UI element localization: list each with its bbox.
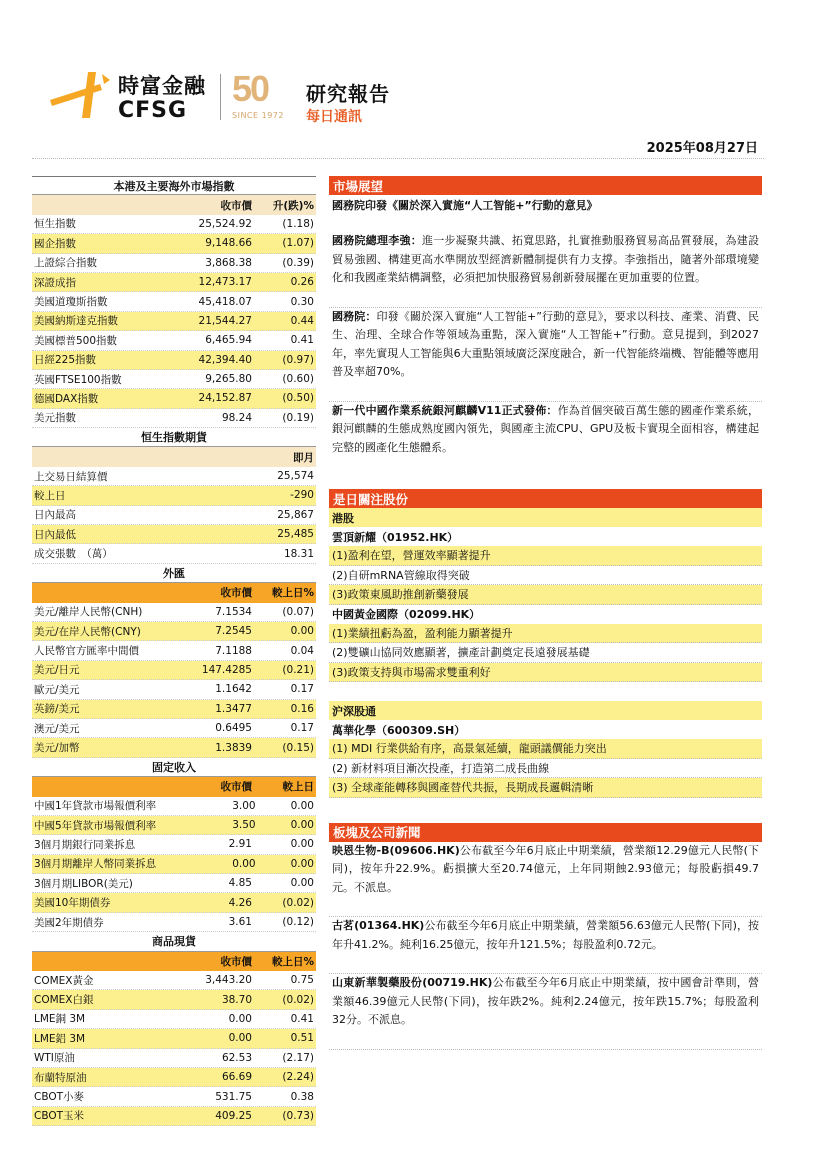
index-price: 25,524.92 (198, 217, 252, 230)
commodity-row (32, 971, 316, 990)
fx-row (32, 719, 316, 738)
index-price: 42,394.40 (198, 353, 252, 366)
index-price: 24,152.87 (198, 392, 252, 405)
brand-name-cn: 時富金融 (118, 74, 206, 98)
commodity-price: 531.75 (215, 1090, 252, 1103)
commentary-column (329, 176, 762, 1050)
stock-point: (2)自研mRNA管線取得突破 (329, 566, 762, 586)
fx-price: 7.1534 (215, 605, 252, 618)
commodities-title: 商品現貨 (32, 932, 316, 951)
news-item-lead: 映恩生物-B(09606.HK) (332, 843, 460, 857)
outlook-section-title: 市場展望 (329, 176, 762, 195)
commodity-name: CBOT小麥 (34, 1091, 85, 1104)
fx-price: 7.1188 (215, 644, 252, 657)
fx-name: 人民幣官方匯率中間價 (34, 645, 139, 658)
index-row (32, 292, 316, 311)
anniversary-since: SINCE 1972 (232, 111, 284, 120)
index-name: 日經225指數 (34, 354, 97, 367)
news-item: 山東新華製藥股份(00719.HK)公布截至今年6月底止中期業績，按中國會計準則，營業額46.39億元人民幣(下同)，按年跌2%。純利2.24億元，按年跌15.7%；每股盈利32分。不派息。 (332, 976, 760, 1026)
commodity-row (32, 990, 316, 1009)
index-price: 98.24 (221, 411, 252, 424)
fx-name: 美元/在岸人民幣(CNY) (34, 625, 141, 638)
fixed-income-change: 0.00 (290, 857, 314, 870)
indices-header: 收市價 升(跌)% (32, 195, 316, 214)
futures-value: 25,574 (277, 470, 314, 483)
fx-price: 1.3839 (215, 741, 252, 754)
fx-name: 澳元/美元 (34, 722, 80, 735)
fixed-income-change: 0.00 (290, 838, 314, 851)
fx-row (32, 700, 316, 719)
stock-point: (1)業績扭虧為盈，盈利能力顯著提升 (329, 624, 762, 644)
index-row (32, 351, 316, 370)
index-row (32, 254, 316, 273)
index-row (32, 312, 316, 331)
index-row (32, 370, 316, 389)
indices-title: 本港及主要海外市場指數 (32, 176, 316, 195)
fixed-income-price: 0.00 (232, 857, 256, 870)
futures-row (32, 525, 316, 544)
commodity-row (32, 1068, 316, 1087)
fixed-income-row (32, 913, 316, 932)
commodity-price: 3,443.20 (205, 974, 252, 987)
fixed-income-row (32, 835, 316, 854)
commodity-row (32, 1049, 316, 1068)
fx-change: 0.04 (290, 644, 314, 657)
commodity-name: 布蘭特原油 (34, 1071, 87, 1084)
index-change: (1.07) (282, 237, 314, 250)
commodity-row (32, 1010, 316, 1029)
fixed-income-title: 固定收入 (32, 758, 316, 777)
fixed-income-name: 3個月期離岸人幣同業拆息 (34, 858, 157, 871)
stock-point: (2) 新材料項目漸次投產，打造第二成長曲線 (329, 759, 762, 779)
outlook-headline: 國務院印發《關於深入實施“人工智能+”行動的意見》 (332, 198, 598, 212)
outlook-paragraph-lead: 新一代中國作業系統銀河麒麟V11正式發佈： (332, 403, 558, 417)
outlook-paragraph-lead: 國務院總理李強： (332, 234, 422, 247)
index-price: 9,148.66 (205, 237, 252, 250)
commodity-name: WTI原油 (34, 1052, 75, 1065)
futures-row (32, 544, 316, 563)
commodity-price: 0.00 (228, 1032, 252, 1045)
index-name: 美國標普500指數 (34, 334, 118, 347)
news-section-title: 板塊及公司新聞 (329, 823, 762, 842)
index-name: 深證成指 (34, 276, 76, 289)
commodity-name: LME鋁 3M (34, 1032, 86, 1045)
report-date: 2025年08月27日 (646, 141, 758, 156)
news-item-lead: 古茗(01364.HK) (332, 919, 425, 932)
fx-change: 0.00 (290, 625, 314, 638)
fixed-income-change: 0.00 (290, 799, 314, 812)
outlook-paragraph: 國務院總理李強：進一步凝聚共識、拓寬思路，扎實推動服務貿易高品質發展，為建設貿易強國、構建更高水準開放型經濟新體制提供有力支撐。李強指出，隨著外部環境變化和我國產業結構調整，必須把加快服務貿易創新發展擺在更加重要的位置。 (332, 234, 760, 284)
fixed-income-row (32, 874, 316, 893)
index-name: 美元指數 (34, 412, 76, 425)
futures-value: 18.31 (283, 547, 314, 560)
fx-price: 147.4285 (201, 663, 252, 676)
fx-name: 美元/加幣 (34, 742, 80, 755)
index-change: 0.41 (290, 334, 314, 347)
fx-name: 美元/日元 (34, 664, 80, 677)
index-change: (0.97) (282, 353, 314, 366)
commodity-row (32, 1087, 316, 1106)
stocks-section-title: 是日關注股份 (329, 489, 762, 508)
futures-name: 上交易日結算價 (34, 470, 108, 483)
fx-change: (0.07) (282, 605, 314, 618)
index-row (32, 234, 316, 253)
commodities-header: 收市價 較上日% (32, 952, 316, 971)
fx-price: 1.3477 (215, 702, 252, 715)
index-change: (0.60) (282, 373, 314, 386)
index-change: (0.50) (282, 392, 314, 405)
fx-row (32, 641, 316, 660)
a-stocks-label: 沪深股通 (329, 701, 762, 720)
commodity-change: 0.51 (290, 1032, 314, 1045)
commodity-price: 38.70 (221, 993, 252, 1006)
fixed-income-change: (0.12) (282, 916, 314, 929)
fixed-income-row (32, 797, 316, 816)
futures-name: 成交張數 （萬） (34, 548, 113, 561)
stock-point: (3)政策東風助推創新藥發展 (329, 585, 762, 605)
index-name: 德國DAX指數 (34, 392, 99, 405)
futures-row (32, 486, 316, 505)
futures-value: 25,485 (277, 528, 314, 541)
index-price: 12,473.17 (198, 276, 252, 289)
futures-name: 日內最高 (34, 509, 76, 522)
index-change: (1.18) (282, 217, 314, 230)
index-change: 0.30 (290, 295, 314, 308)
report-subtitle: 每日通訊 (306, 109, 362, 125)
stock-point: (1)盈利在望，營運效率顯著提升 (329, 546, 762, 566)
index-row (32, 215, 316, 234)
index-name: 恒生指數 (34, 218, 76, 231)
fixed-income-price: 3.00 (232, 799, 256, 812)
commodity-name: CBOT玉米 (34, 1110, 85, 1123)
anniversary-number: 50 (232, 68, 269, 109)
fixed-income-name: 美國10年期債券 (34, 897, 111, 910)
commodity-price: 66.69 (221, 1071, 252, 1084)
index-change: 0.26 (290, 276, 314, 289)
fx-change: (0.21) (282, 663, 314, 676)
index-row (32, 409, 316, 428)
commodity-change: 0.41 (290, 1012, 314, 1025)
fx-title: 外匯 (32, 564, 316, 583)
index-change: (0.19) (282, 411, 314, 424)
hk-stocks-label: 港股 (329, 508, 762, 527)
fx-name: 歐元/美元 (34, 683, 80, 696)
fx-change: (0.15) (282, 741, 314, 754)
fixed-income-row (32, 816, 316, 835)
fx-price: 1.1642 (215, 683, 252, 696)
commodity-change: (0.73) (282, 1109, 314, 1122)
futures-name: 較上日 (34, 489, 66, 502)
commodity-change: 0.75 (290, 974, 314, 987)
fixed-income-price: 2.91 (228, 838, 252, 851)
news-item: 古茗(01364.HK)公布截至今年6月底止中期業績，營業額56.63億元人民幣(下同)，按年升41.2%。純利16.25億元，按年升121.5%；每股盈利0.72元。 (332, 919, 759, 951)
commodity-change: (2.24) (282, 1071, 314, 1084)
commodity-name: COMEX白銀 (34, 994, 94, 1007)
index-name: 美國道瓊斯指數 (34, 296, 108, 309)
commodity-row (32, 1029, 316, 1048)
commodity-price: 62.53 (221, 1051, 252, 1064)
report-title: 研究報告 (306, 82, 390, 106)
fixed-income-header: 收市價 較上日 (32, 777, 316, 796)
commodity-price: 0.00 (228, 1012, 252, 1025)
index-row (32, 331, 316, 350)
index-row (32, 389, 316, 408)
stock-name: 雲頂新耀（01952.HK） (332, 530, 459, 544)
index-row (32, 273, 316, 292)
futures-row (32, 506, 316, 525)
index-price: 9,265.80 (205, 373, 252, 386)
header-divider (220, 74, 221, 120)
fixed-income-price: 4.26 (228, 896, 252, 909)
fx-row (32, 603, 316, 622)
fx-price: 7.2545 (215, 625, 252, 638)
fx-name: 美元/離岸人民幣(CNH) (34, 606, 143, 619)
futures-value: -290 (290, 489, 314, 502)
index-name: 英國FTSE100指數 (34, 373, 122, 386)
index-price: 3,868.38 (205, 256, 252, 269)
fx-row (32, 622, 316, 641)
stock-point: (3)政策支持與市場需求雙重利好 (329, 663, 762, 683)
fx-row (32, 738, 316, 757)
header-rule (32, 158, 764, 159)
futures-title: 恒生指數期貨 (32, 428, 316, 447)
fixed-income-price: 3.61 (228, 916, 252, 929)
index-name: 國企指數 (34, 237, 76, 250)
commodity-name: COMEX黃金 (34, 974, 94, 987)
market-data-column (32, 176, 316, 1126)
fx-price: 0.6495 (215, 722, 252, 735)
fx-change: 0.17 (290, 722, 314, 735)
index-price: 45,418.07 (198, 295, 252, 308)
fx-header: 收市價 較上日% (32, 583, 316, 602)
news-item: 映恩生物-B(09606.HK)公布截至今年6月底止中期業績，營業額12.29億元人民幣(下同)，按年升22.9%。虧損擴大至20.74億元，上年同期蝕2.93億元；每股虧損49.7元。不派息。 (332, 843, 760, 894)
fx-change: 0.17 (290, 683, 314, 696)
fixed-income-name: 中國5年貸款市場報價利率 (34, 819, 157, 832)
fixed-income-name: 中國1年貸款市場報價利率 (34, 800, 157, 813)
fixed-income-row (32, 855, 316, 874)
outlook-paragraph: 國務院：印發《關於深入實施“人工智能+”行動的意見》，要求以科技、產業、消費、民生、治理、全球合作等領域為重點，深入實施“人工智能+”行動。意見提到，到2027年，率先實現人工智能與6大重點領域廣泛深度融合，新一代智能終端機、智能體等應用普及率超70%。 (332, 309, 759, 378)
commodity-change: 0.38 (290, 1090, 314, 1103)
fixed-income-change: 0.00 (290, 819, 314, 832)
fx-row (32, 661, 316, 680)
commodity-row (32, 1107, 316, 1126)
futures-value: 25,867 (277, 508, 314, 521)
stock-name: 中國黃金國際（02099.HK） (332, 608, 481, 621)
stock-point: (1) MDI 行業供給有序，高景氣延續，龍頭議價能力突出 (329, 739, 762, 759)
cfsg-logo-icon (48, 70, 112, 120)
fixed-income-change: (0.02) (282, 896, 314, 909)
index-price: 6,465.94 (205, 334, 252, 347)
fixed-income-price: 3.50 (232, 819, 256, 832)
outlook-paragraph: 新一代中國作業系統銀河麒麟V11正式發佈：作為首個突破百萬生態的國產作業系統，銀河麒麟的生態成熟度國內領先，與國產主流CPU、GPU及板卡實現全面相容，構建起完整的國產化生態體系。 (332, 403, 759, 454)
fx-name: 英鎊/美元 (34, 703, 80, 716)
futures-header: 即月 (32, 447, 316, 466)
stock-point: (3) 全球產能轉移與國產替代共振，長期成長邏輯清晰 (329, 778, 762, 798)
index-change: (0.39) (282, 256, 314, 269)
news-item-lead: 山東新華製藥股份(00719.HK) (332, 976, 493, 989)
commodity-price: 409.25 (215, 1109, 252, 1122)
commodity-change: (0.02) (282, 993, 314, 1006)
brand-name-en: CFSG (118, 98, 188, 123)
index-name: 美國納斯達克指數 (34, 315, 118, 328)
futures-row (32, 467, 316, 486)
index-price: 21,544.27 (198, 314, 252, 327)
fixed-income-row (32, 893, 316, 912)
index-change: 0.44 (290, 314, 314, 327)
fixed-income-change: 0.00 (290, 877, 314, 890)
fixed-income-name: 3個月期LIBOR(美元) (34, 877, 133, 890)
commodity-name: LME銅 3M (34, 1013, 86, 1026)
stock-name: 萬華化學（600309.SH） (332, 723, 466, 737)
index-name: 上證綜合指數 (34, 257, 97, 270)
futures-name: 日內最低 (34, 528, 76, 541)
fx-row (32, 680, 316, 699)
stock-point: (2)雙礦山協同效應顯著，擴產計劃奠定長遠發展基礎 (329, 643, 762, 663)
fx-change: 0.16 (290, 702, 314, 715)
fixed-income-name: 美國2年期債券 (34, 916, 104, 929)
commodity-change: (2.17) (282, 1051, 314, 1064)
fixed-income-price: 4.85 (228, 877, 252, 890)
fixed-income-name: 3個月期銀行同業拆息 (34, 838, 136, 851)
outlook-paragraph-lead: 國務院： (332, 309, 377, 323)
